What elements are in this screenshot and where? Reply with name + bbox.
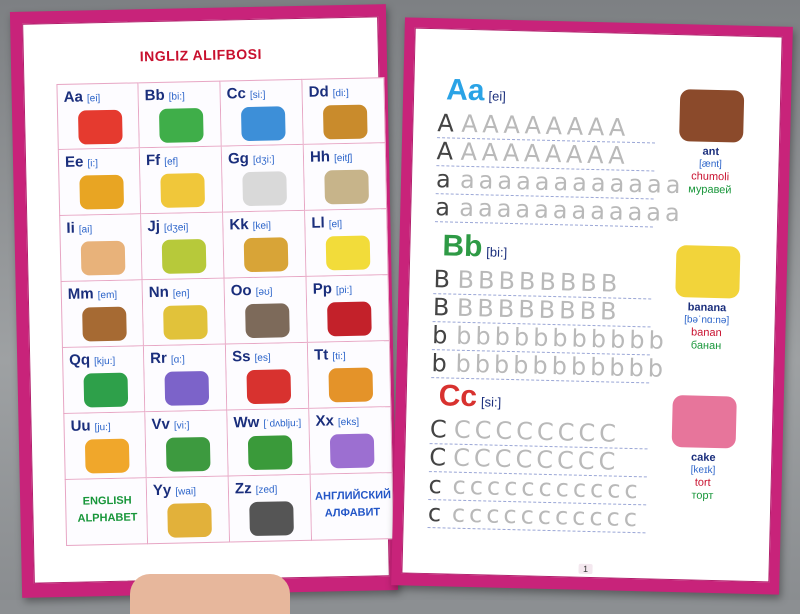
uzbek-word: chumoli (691, 170, 730, 184)
ipa-label: [em] (97, 289, 118, 302)
russian-word: торт (691, 489, 714, 503)
letter-cell (304, 143, 387, 211)
uzbek-word: banan (690, 326, 722, 340)
letter-pair: Cc (226, 85, 247, 103)
letter-pair: Kk (229, 216, 249, 234)
ipa-label: [ju:] (94, 421, 111, 434)
caption-cell (65, 478, 148, 546)
letter-cell (140, 147, 223, 215)
letter-cell (302, 77, 385, 145)
word-picture (679, 89, 744, 143)
ipa-label: [ti:] (332, 351, 346, 363)
tracing-letter: a (435, 165, 456, 194)
monkey-picture (82, 307, 127, 342)
umbrella-picture (85, 439, 130, 474)
section-heading (438, 379, 501, 415)
ipa-label: [si:] (249, 89, 266, 101)
ostrich-picture (245, 303, 290, 338)
letter-cell (305, 209, 388, 277)
dotted-letters: AAAAAAAA (461, 109, 630, 142)
grid-row (65, 473, 396, 546)
letter-pair: Nn (148, 283, 169, 302)
heading-letters: Cc (438, 379, 478, 414)
garlic-picture (242, 171, 287, 206)
fish-picture (160, 173, 205, 208)
tracing-letter: A (436, 137, 458, 166)
letter-pair: Ff (145, 151, 161, 170)
russian-alphabet-caption: АНГЛИЙСКИЙ АЛФАВИТ (314, 489, 392, 520)
english-word: ant (702, 145, 720, 159)
letter-cell (223, 211, 306, 279)
ipa-label: [bi:] (168, 91, 185, 103)
letter-pair: Aa (63, 88, 84, 106)
ipa-label: [dʒi:] (252, 154, 275, 166)
tracing-letter: C (429, 415, 452, 444)
bag-picture (163, 305, 208, 340)
russian-word: муравей (688, 183, 732, 197)
page-title: INGLIZ ALIFBOSI (139, 45, 263, 65)
pomegranate-picture (327, 302, 372, 337)
letter-cell (226, 343, 309, 411)
letter-cell (222, 145, 305, 213)
letter-cell (229, 475, 312, 543)
lemon-picture (326, 236, 371, 271)
letter-pair: Jj (147, 217, 161, 236)
ipa-label: [ef] (164, 156, 179, 168)
english-word: banana (687, 301, 727, 315)
tracing-line (435, 193, 685, 228)
alphabet-grid (56, 77, 396, 546)
ipa-label: [əʊ] (255, 286, 273, 298)
ipa-label: [eks] (337, 416, 360, 429)
letter-pair: Vv (151, 415, 171, 434)
heading-letters: Bb (442, 229, 483, 264)
xylophone-picture (330, 433, 375, 468)
letter-pair: Rr (150, 349, 168, 368)
ipa-label: [eitʃ] (333, 152, 353, 165)
heading-ipa: [si:] (480, 394, 502, 410)
dotted-letters: aaaaaaaaaaaa (459, 165, 685, 200)
dotted-letters: AAAAAAAA (460, 137, 630, 170)
letter-pair: Ll (311, 214, 325, 232)
tracing-letter: A (437, 109, 459, 138)
ice-cream-picture (81, 241, 126, 276)
letter-cell (62, 346, 145, 414)
letter-pair: Zz (234, 480, 252, 498)
tiger-picture (328, 367, 373, 402)
ipa-label: [ɑ:] (170, 354, 185, 366)
ipa-label: [dʒei] (163, 222, 189, 234)
letter-cell (308, 341, 391, 409)
apple-picture (78, 110, 123, 145)
letter-cell (58, 148, 141, 216)
dotted-letters: ccccccccccc (451, 499, 642, 533)
letter-cell (61, 280, 144, 348)
heading-ipa: [ei] (488, 88, 506, 104)
vocabulary-item (658, 245, 757, 354)
key-picture (244, 237, 289, 272)
section-heading (442, 229, 508, 265)
hedgehog-picture (324, 170, 369, 205)
uzbek-word: tort (694, 476, 711, 489)
duck-picture (323, 105, 368, 140)
ipa-label: [kei] (252, 220, 272, 232)
letter-cell (307, 275, 390, 343)
letter-cell (220, 79, 303, 147)
tracing-letter: b (431, 349, 452, 378)
english-alphabet-caption: ENGLISH ALPHABET (77, 494, 138, 525)
vest-picture (166, 437, 211, 472)
ipa-label: [en] (172, 288, 190, 300)
dotted-letters: CCCCCCCC (453, 415, 621, 448)
car-picture (241, 106, 286, 141)
letter-pair: Ii (66, 219, 75, 237)
letter-pair: Tt (313, 346, 329, 364)
heading-ipa: [bi:] (486, 244, 508, 260)
ipa-label: [ai] (78, 224, 93, 236)
grid-row (59, 209, 390, 282)
letter-pair: Ww (233, 413, 260, 432)
english-word: cake (690, 451, 716, 465)
tracing-letter: b (431, 321, 452, 350)
letter-pair: Yy (152, 481, 172, 500)
dotted-letters: ccccccccccc (452, 471, 643, 505)
letter-pair: Bb (144, 86, 165, 105)
excavator-picture (79, 175, 124, 210)
vocabulary-item (662, 89, 761, 198)
letter-pair: Uu (70, 417, 91, 435)
grid-row (56, 77, 387, 150)
tracing-line (431, 349, 668, 383)
jacket-picture (162, 239, 207, 274)
word-ipa: [bəˈnɑ:nə] (684, 314, 730, 327)
letter-pair: Hh (309, 148, 331, 166)
letter-cell (144, 345, 227, 413)
letter-cell (147, 477, 230, 545)
santa-picture (246, 369, 291, 404)
word-picture (672, 395, 737, 449)
vocabulary-item (654, 395, 753, 504)
grid-row (61, 275, 392, 348)
letter-pair: Gg (227, 150, 250, 168)
grid-row (58, 143, 389, 216)
tracing-line (428, 501, 647, 533)
letter-pair: Ss (231, 348, 251, 366)
dotted-letters: CCCCCCCC (452, 443, 620, 476)
letter-cell (63, 412, 146, 480)
word-picture (675, 245, 740, 299)
letter-cell (59, 214, 142, 282)
letter-cell (225, 277, 308, 345)
ipa-label: [wai] (175, 486, 197, 498)
letter-pair: Mm (67, 285, 94, 303)
letter-pair: Ee (64, 153, 84, 171)
right-page (391, 17, 793, 594)
ipa-label: [i:] (87, 158, 99, 170)
tracing-letter: c (427, 499, 446, 528)
letter-cell (309, 407, 392, 475)
ipa-label: [di:] (332, 87, 349, 100)
section-heading (446, 73, 507, 108)
dotted-letters: BBBBBBBB (456, 293, 621, 326)
left-page-inner (22, 16, 390, 583)
ipa-label: [pi:] (335, 284, 353, 297)
ipa-label: [ei] (86, 93, 101, 105)
grid-row (62, 341, 393, 414)
ipa-label: [ˈdʌblju:] (263, 417, 302, 430)
question-mark-picture (83, 373, 128, 408)
caption-cell (311, 473, 394, 541)
watermelon-picture (248, 435, 293, 470)
letter-pair: Oo (230, 282, 252, 300)
tracing-letter: c (428, 471, 447, 500)
tracing-letter: C (428, 443, 451, 472)
ipa-label: [zed] (255, 484, 278, 496)
letter-cell (145, 411, 228, 479)
tracing-letter: B (432, 293, 454, 322)
letter-pair: Pp (312, 280, 333, 298)
ipa-label: [kju:] (93, 355, 116, 368)
tracing-letter: B (433, 265, 455, 294)
page-number: 1 (578, 564, 592, 574)
heading-letters: Aa (445, 73, 485, 108)
word-ipa: [keɪk] (690, 464, 716, 477)
russian-word: банан (690, 339, 722, 353)
letter-cell (141, 213, 224, 281)
yogurt-picture (167, 503, 212, 538)
dotted-letters: bbbbbbbbbbb (455, 321, 669, 355)
letter-pair: Qq (69, 351, 91, 369)
tracing-letter: a (435, 193, 455, 222)
letter-cell (56, 82, 139, 150)
dotted-letters: bbbbbbbbbbb (455, 349, 668, 383)
grid-row (63, 407, 394, 480)
letter-cell (143, 279, 226, 347)
left-page (10, 4, 398, 598)
fingers (130, 574, 290, 614)
dotted-letters: BBBBBBBB (457, 265, 622, 298)
letter-pair: Dd (308, 83, 329, 101)
zebra-picture (249, 501, 294, 536)
letter-pair: Xx (315, 412, 335, 430)
ipa-label: [el] (328, 219, 343, 231)
rocket-picture (164, 371, 209, 406)
word-ipa: [ænt] (698, 158, 723, 171)
bus-picture (159, 108, 204, 143)
letter-cell (138, 81, 221, 149)
ipa-label: [vi:] (173, 420, 190, 432)
letter-cell (227, 409, 310, 477)
right-page-inner (401, 28, 782, 583)
dotted-letters: aaaaaaaaaaaa (459, 193, 685, 228)
ipa-label: [es] (254, 352, 271, 364)
